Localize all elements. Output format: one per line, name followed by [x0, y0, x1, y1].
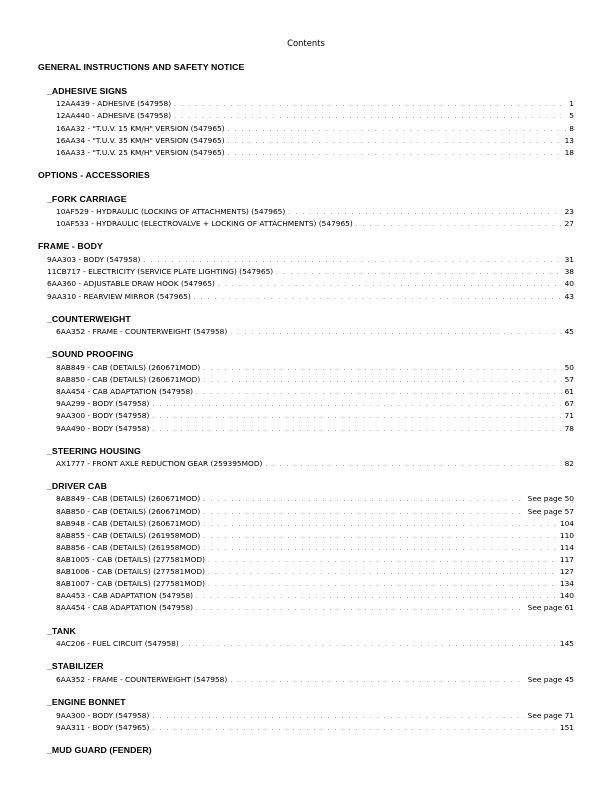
toc-entry-label: 8AB855 - CAB (DETAILS) (261958MOD)	[56, 531, 201, 540]
dot-leader	[152, 399, 561, 410]
toc-entry-label: 8AB850 - CAB (DETAILS) (260671MOD)	[56, 507, 201, 516]
toc-entry[interactable]	[56, 206, 574, 217]
dot-leader	[182, 639, 557, 650]
subsection-heading: _ADHESIVE SIGNS	[47, 86, 128, 96]
toc-entry[interactable]	[56, 566, 574, 577]
dot-leader	[152, 723, 557, 734]
dot-leader	[174, 111, 566, 122]
toc-entry-label: 16AA34 - "T.U.V. 35 KM/H" VERSION (547965)	[56, 136, 225, 145]
toc-entry-label: 8AB850 - CAB (DETAILS) (260671MOD)	[56, 375, 201, 384]
toc-entry[interactable]	[56, 542, 574, 553]
dot-leader	[152, 411, 561, 422]
toc-entry[interactable]	[56, 410, 574, 421]
subsection-heading: _SOUND PROOFING	[47, 349, 134, 359]
subsection-heading: _COUNTERWEIGHT	[47, 314, 131, 324]
toc-entry-page: See page 45	[527, 675, 574, 684]
subsection-heading: _MUD GUARD (FENDER)	[47, 745, 152, 755]
toc-entry[interactable]	[56, 423, 574, 434]
toc-entry-page: 145	[559, 639, 574, 648]
toc-entry-page: 45	[564, 327, 574, 336]
toc-entry[interactable]	[56, 362, 574, 373]
toc-entry[interactable]	[56, 506, 574, 517]
toc-entry-page: 5	[569, 111, 574, 120]
toc-entry[interactable]	[56, 590, 574, 601]
toc-entry-label: 16AA33 - "T.U.V. 25 KM/H" VERSION (547965)	[56, 148, 225, 157]
toc-entry-label: 9AA300 - BODY (547958)	[56, 411, 150, 420]
toc-entry[interactable]	[56, 218, 574, 229]
toc-entry-page: 134	[559, 579, 574, 588]
dot-leader	[208, 567, 557, 578]
toc-entry-label: 12AA439 - ADHESIVE (547958)	[56, 99, 172, 108]
toc-entry-page: 23	[564, 207, 574, 216]
toc-entry[interactable]	[56, 493, 574, 504]
toc-entry-label: 8AB1007 - CAB (DETAILS) (277581MOD)	[56, 579, 205, 588]
toc-entry-page: See page 50	[527, 494, 574, 503]
toc-entry[interactable]	[56, 147, 574, 158]
toc-entry-page: 8	[569, 124, 574, 133]
subsection-heading: _STABILIZER	[47, 661, 104, 671]
section-heading: OPTIONS - ACCESSORIES	[38, 170, 150, 180]
toc-entry-page: 38	[564, 267, 574, 276]
toc-entry-label: 8AA453 - CAB ADAPTATION (547958)	[56, 591, 194, 600]
dot-leader	[203, 363, 561, 374]
dot-leader	[152, 424, 561, 435]
toc-entry-page: 82	[564, 459, 574, 468]
toc-entry-page: 71	[564, 411, 574, 420]
dot-leader	[143, 255, 561, 266]
toc-entry-label: 10AF533 - HYDRAULIC (ELECTROVALVE + LOCKING OF ATTACHMENTS) (547965)	[56, 219, 353, 228]
toc-entry[interactable]	[56, 722, 574, 733]
dot-leader	[208, 555, 557, 566]
toc-entry-label: 8AB849 - CAB (DETAILS) (260671MOD)	[56, 494, 201, 503]
toc-entry[interactable]	[56, 135, 574, 146]
dot-leader	[203, 507, 524, 518]
toc-entry-page: 67	[564, 399, 574, 408]
toc-entry[interactable]	[47, 278, 574, 289]
toc-entry-page: 13	[564, 136, 574, 145]
toc-entry-label: 16AA32 - "T.U.V. 15 KM/H" VERSION (547965)	[56, 124, 225, 133]
toc-entry-label: 12AA440 - ADHESIVE (547958)	[56, 111, 172, 120]
dot-leader	[203, 531, 557, 542]
dot-leader	[196, 603, 525, 614]
dot-leader	[194, 292, 562, 303]
toc-entry-label: 6AA352 - FRAME - COUNTERWEIGHT (547958)	[56, 675, 228, 684]
subsection-heading: _STEERING HOUSING	[47, 446, 141, 456]
toc-entry-page: 61	[564, 387, 574, 396]
toc-entry-page: 78	[564, 424, 574, 433]
dot-leader	[230, 675, 524, 686]
toc-entry[interactable]	[47, 291, 574, 302]
toc-entry-page: See page 57	[527, 507, 574, 516]
dot-leader	[265, 459, 561, 470]
toc-entry[interactable]	[56, 458, 574, 469]
toc-entry-label: AX1777 - FRONT AXLE REDUCTION GEAR (259395MOD)	[56, 459, 263, 468]
toc-entry-page: 1	[569, 99, 574, 108]
toc-entry-label: 9AA303 - BODY (547958)	[47, 255, 141, 264]
dot-leader	[196, 387, 562, 398]
toc-entry-label: 9AA490 - BODY (547958)	[56, 424, 150, 433]
toc-entry-page: 110	[559, 531, 574, 540]
toc-entry-page: 127	[559, 567, 574, 576]
dot-leader	[276, 267, 561, 278]
toc-entry-page: 27	[564, 219, 574, 228]
toc-entry-page: 43	[564, 292, 574, 301]
toc-entry-label: 9AA299 - BODY (547958)	[56, 399, 150, 408]
toc-entry-label: 8AA454 - CAB ADAPTATION (547958)	[56, 603, 194, 612]
toc-entry[interactable]	[56, 110, 574, 121]
toc-entry-page: 31	[564, 255, 574, 264]
toc-entry[interactable]	[56, 530, 574, 541]
dot-leader	[203, 543, 557, 554]
dot-leader	[174, 99, 566, 110]
toc-entry[interactable]	[56, 386, 574, 397]
toc-entry-label: 11CB717 - ELECTRICITY (SERVICE PLATE LIGHTING) (547965)	[47, 267, 274, 276]
dot-leader	[203, 519, 557, 530]
dot-leader	[228, 136, 562, 147]
toc-entry-page: 140	[559, 591, 574, 600]
toc-entry-label: 6AA360 - ADJUSTABLE DRAW HOOK (547965)	[47, 279, 215, 288]
dot-leader	[230, 327, 561, 338]
toc-entry-page: See page 61	[527, 603, 574, 612]
dot-leader	[356, 219, 562, 230]
toc-entry[interactable]	[56, 326, 574, 337]
toc-entry-label: 8AB1006 - CAB (DETAILS) (277581MOD)	[56, 567, 205, 576]
subsection-heading: _ENGINE BONNET	[47, 697, 126, 707]
dot-leader	[203, 494, 524, 505]
subsection-heading: _DRIVER CAB	[47, 481, 107, 491]
dot-leader	[288, 207, 561, 218]
toc-entry-page: 18	[564, 148, 574, 157]
dot-leader	[208, 579, 557, 590]
toc-entry[interactable]	[56, 98, 574, 109]
toc-entry-page: 117	[559, 555, 574, 564]
subsection-heading: _FORK CARRIAGE	[47, 194, 127, 204]
toc-entry[interactable]	[47, 254, 574, 265]
toc-entry[interactable]	[56, 638, 574, 649]
toc-entry-page: 104	[559, 519, 574, 528]
dot-leader	[203, 375, 561, 386]
toc-entry-label: 6AA352 - FRAME - COUNTERWEIGHT (547958)	[56, 327, 228, 336]
toc-entry-label: 8AB948 - CAB (DETAILS) (260671MOD)	[56, 519, 201, 528]
toc-entry-label: 8AB856 - CAB (DETAILS) (261958MOD)	[56, 543, 201, 552]
dot-leader	[218, 279, 562, 290]
toc-entry-page: See page 71	[527, 711, 574, 720]
dot-leader	[196, 591, 557, 602]
subsection-heading: _TANK	[47, 626, 76, 636]
toc-entry-label: 8AB1005 - CAB (DETAILS) (277581MOD)	[56, 555, 205, 564]
toc-entry-page: 50	[564, 363, 574, 372]
toc-entry[interactable]	[47, 266, 574, 277]
toc-entry[interactable]	[56, 554, 574, 565]
toc-entry[interactable]	[56, 710, 574, 721]
toc-entry-label: 9AA310 - REARVIEW MIRROR (547965)	[47, 292, 191, 301]
toc-entry-label: 9AA300 - BODY (547958)	[56, 711, 150, 720]
toc-entry-page: 114	[559, 543, 574, 552]
toc-entry-page: 40	[564, 279, 574, 288]
toc-entry-label: 9AA311 - BODY (547965)	[56, 723, 150, 732]
toc-entry[interactable]	[56, 518, 574, 529]
toc-entry[interactable]	[56, 398, 574, 409]
toc-entry[interactable]	[56, 674, 574, 685]
section-heading: GENERAL INSTRUCTIONS AND SAFETY NOTICE	[38, 62, 245, 72]
toc-entry-label: 8AB849 - CAB (DETAILS) (260671MOD)	[56, 363, 201, 372]
page-title: Contents	[287, 38, 325, 48]
toc-entry-label: 10AF529 - HYDRAULIC (LOCKING OF ATTACHMENTS) (547965)	[56, 207, 286, 216]
toc-entry-label: 4AC206 - FUEL CIRCUIT (547958)	[56, 639, 179, 648]
toc-entry[interactable]	[56, 602, 574, 613]
dot-leader	[152, 711, 524, 722]
toc-entry[interactable]	[56, 123, 574, 134]
toc-entry-page: 151	[559, 723, 574, 732]
dot-leader	[228, 148, 562, 159]
section-heading: FRAME - BODY	[38, 241, 103, 251]
toc-entry[interactable]	[56, 374, 574, 385]
dot-leader	[228, 124, 567, 135]
toc-entry[interactable]	[56, 578, 574, 589]
toc-entry-page: 57	[564, 375, 574, 384]
toc-entry-label: 8AA454 - CAB ADAPTATION (547958)	[56, 387, 194, 396]
